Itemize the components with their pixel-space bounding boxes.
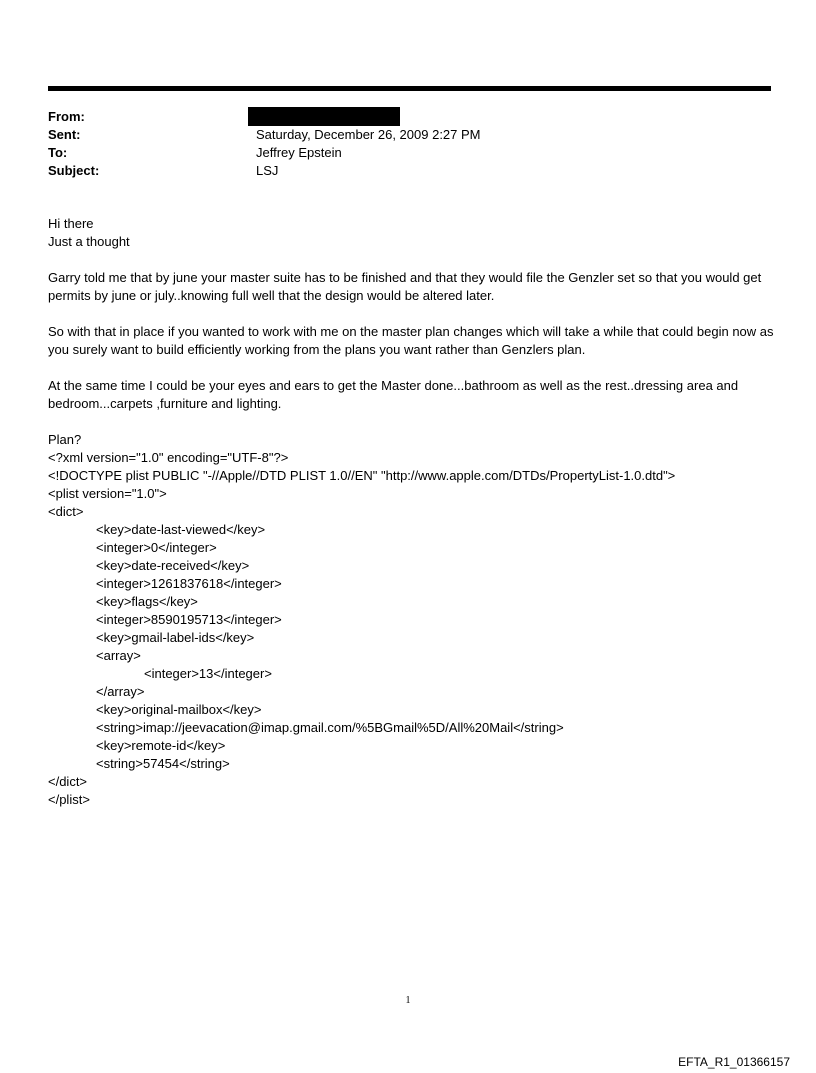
xml-line: <key>date-last-viewed</key> [96,522,266,537]
xml-line: <string>imap://jeevacation@imap.gmail.com/%5BGmail%5D/All%20Mail</string> [96,720,564,735]
xml-line: <integer>8590195713</integer> [96,612,282,627]
xml-line: <!DOCTYPE plist PUBLIC "-//Apple//DTD PLIST 1.0//EN" "http://www.apple.com/DTDs/PropertyList-1.0.dtd"> [48,468,676,483]
xml-line: <dict> [48,504,84,519]
xml-line: <integer>1261837618</integer> [96,576,282,591]
sent-label: Sent: [48,127,81,142]
subject-value: LSJ [256,163,279,178]
subject-label: Subject: [48,163,100,178]
greeting-line-1: Hi there [48,216,94,231]
xml-line: </dict> [48,774,88,789]
email-body [48,215,778,809]
xml-line: <integer>13</integer> [144,666,272,681]
paragraph-2: So with that in place if you wanted to work with me on the master plan changes which will take a while that could begin now as you surely want to build efficiently working from the plans you want rather than Genzlers plan. [48,324,774,357]
xml-line: <key>original-mailbox</key> [96,702,262,717]
paragraph-3: At the same time I could be your eyes and ears to get the Master done...bathroom as well as the rest..dressing area and bedroom...carpets ,furniture and lighting. [48,378,739,411]
page-number: 1 [405,995,411,1006]
xml-line: <key>gmail-label-ids</key> [96,630,255,645]
to-value: Jeffrey Epstein [256,145,342,160]
xml-line: <string>57454</string> [96,756,230,771]
xml-line: </array> [96,684,145,699]
redacted-sender [248,107,400,126]
greeting-line-2: Just a thought [48,234,130,249]
xml-line: <key>date-received</key> [96,558,250,573]
xml-line: <?xml version="1.0" encoding="UTF-8"?> [48,450,289,465]
xml-line: <key>flags</key> [96,594,198,609]
xml-line: <key>remote-id</key> [96,738,226,753]
sent-value: Saturday, December 26, 2009 2:27 PM [256,127,481,142]
xml-line: <plist version="1.0"> [48,486,167,501]
xml-line: <array> [96,648,141,663]
closing-line: Plan? [48,432,82,447]
plist-xml-block [48,449,778,809]
xml-line: </plist> [48,792,90,807]
document-id: EFTA_R1_01366157 [678,1055,790,1069]
header-rule [48,86,771,91]
xml-line: <integer>0</integer> [96,540,217,555]
from-label: From: [48,109,85,124]
to-label: To: [48,145,68,160]
paragraph-1: Garry told me that by june your master suite has to be finished and that they would file the Genzler set so that you would get permits by june or july..knowing full well that the design would be altered later. [48,270,762,303]
